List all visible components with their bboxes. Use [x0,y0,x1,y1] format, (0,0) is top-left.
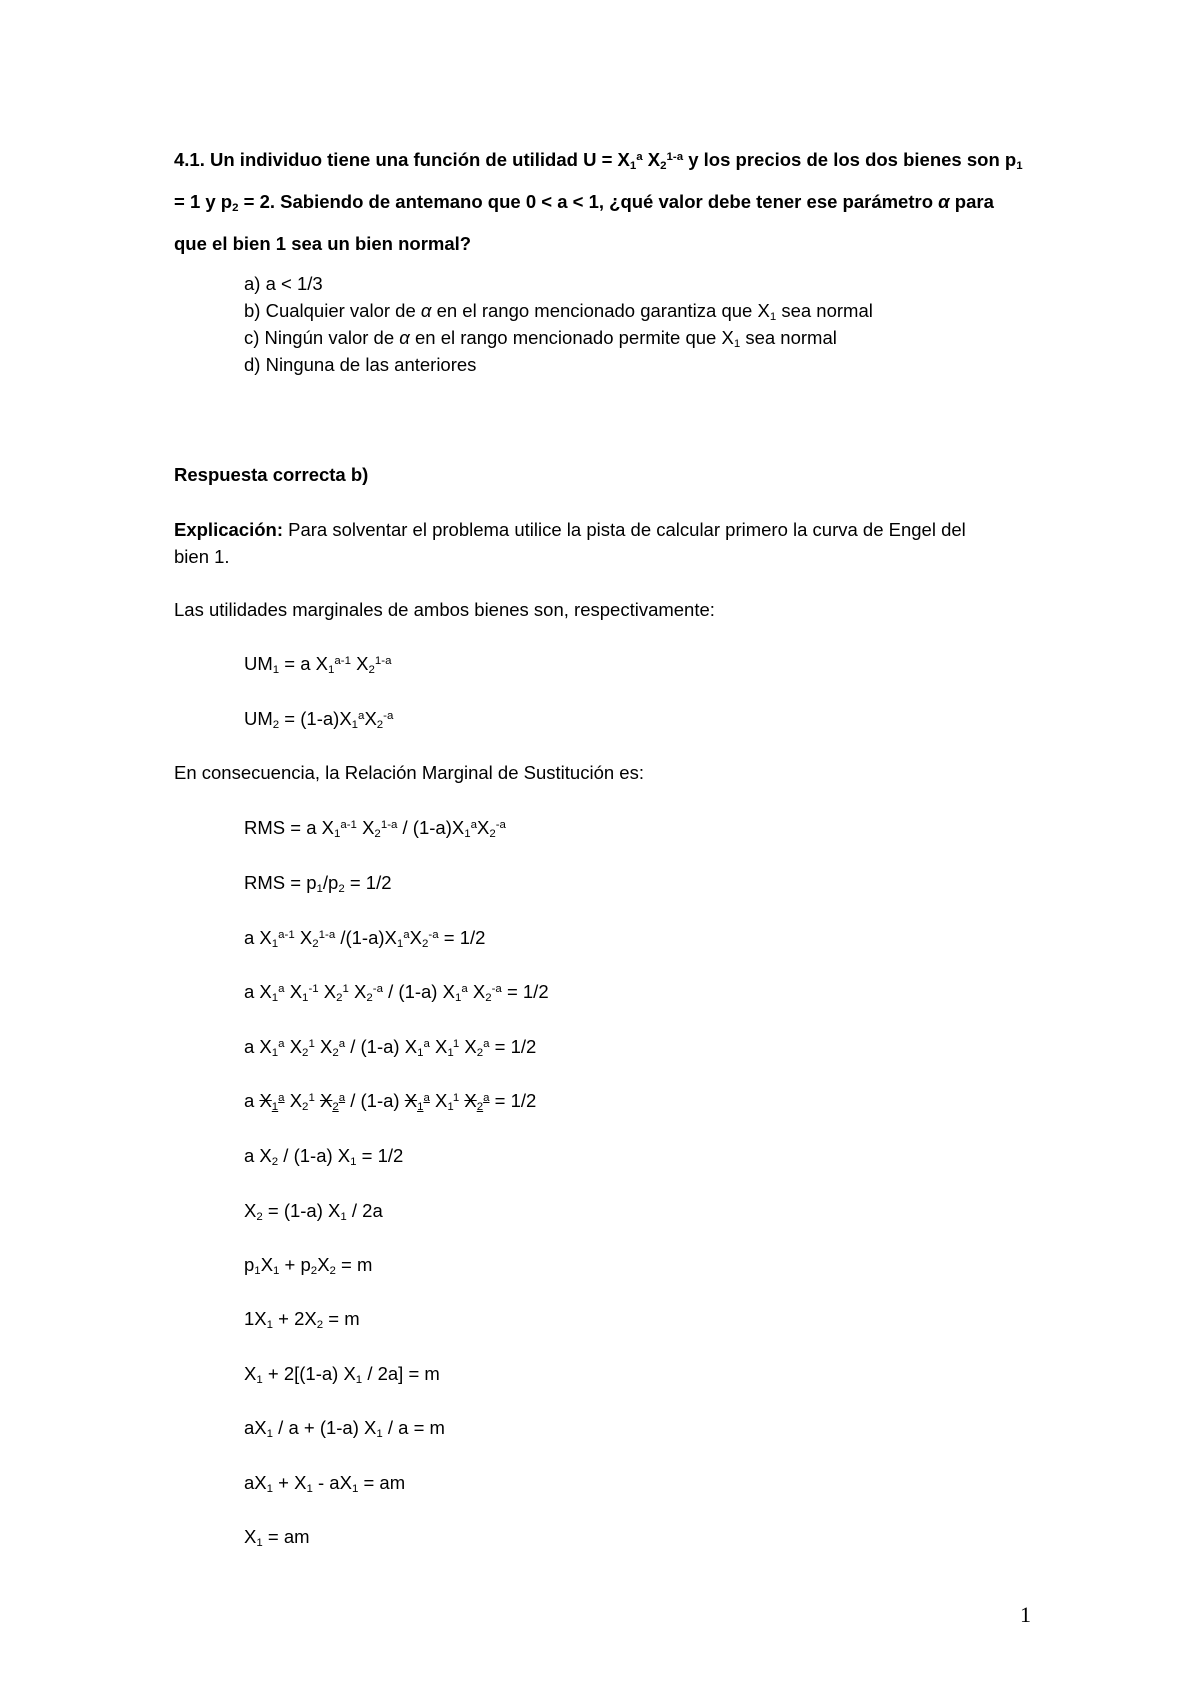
marginal-utilities-intro: Las utilidades marginales de ambos bienes son, respectivamente: [174,599,715,620]
equation-um1: $UM_1 = a$ $X_1^{a-1}$ $X_2^{1-a}$ [244,653,392,676]
explanation-line-1: Explicación: Para solventar el problema utilice la pista de calcular primero la curva de Engel del [174,519,966,540]
equation-um2: $UM_2 = (1-a)X_1^aX_2^{-a}$ [244,708,394,731]
option-d: d) Ninguna de las anteriores [244,354,477,375]
page-number: 1 [1020,1602,1031,1627]
equation-engel-curve: $X_1$ = am [244,1526,310,1549]
equation-step-3: a $X_1^a$ $X_2^1$ $X_2^a / (1-a)$ $X_1^a$ $X_1^1$ $X_2^a = 1/2$ [244,1036,537,1059]
question-line-1: 4.1. Un individuo tiene una función de utilidad $U = X_1^a$ $X_2^{1-a}$ y los precios de los dos bienes son $p_1$ [174,149,1023,172]
equation-step-6: $X_2 = (1-a)$ $X_1 / 2a$ [244,1200,383,1223]
equation-step-2: a $X_1^a$ $X_1^{-1}$ $X_2^1$ $X_2^{-a} / (1-a)$ $X_1^a$ $X_2^{-a} = 1/2$ [244,981,549,1004]
option-a: a) a < 1/3 [244,273,323,294]
question-line-3: que el bien 1 sea un bien normal? [174,233,472,254]
equation-step-4-cancelled: a $X_1^a$ $X_2^1$ $X_2^a / (1-a)$ $X_1^a$ $X_1^1$ $X_2^a = 1/2$ [244,1090,537,1113]
equation-budget-1: $p_1X_1 + p_2X_2 = m$ [244,1254,373,1277]
explanation-line-2: bien 1. [174,546,230,567]
option-b: b) Cualquier valor de α en el rango mencionado garantiza que $X_1$ sea normal [244,300,873,323]
correct-answer: Respuesta correcta b) [174,464,369,485]
equation-budget-2: $1X_1 + 2X_2 = m$ [244,1308,360,1331]
equation-budget-5: $aX_1 + X_1 - aX_1$ = am [244,1472,406,1495]
equation-step-1: a $X_1^{a-1}$ $X_2^{1-a}$ $/(1-a)X_1^aX_2^{-a} = 1/2$ [244,927,486,950]
equation-rms-2: RMS = $p_1/p_2 = 1/2$ [244,872,392,895]
equation-rms-1: RMS = a $X_1^{a-1}$ $X_2^{1-a} / (1-a)X_1^aX_2^{-a}$ [244,817,506,840]
equation-budget-3: $X_1 + 2[(1-a)$ $X_1 / 2a] = m$ [244,1363,440,1386]
question-line-2: = 1 y $p_2 = 2$. Sabiendo de antemano que 0 < a < 1, ¿qué valor debe tener ese parámetro α para [174,191,994,214]
equation-step-5: a $X_2 / (1-a) X_1 = 1/2$ [244,1145,404,1168]
option-c: c) Ningún valor de α en el rango mencionado permite que $X_1$ sea normal [244,327,837,350]
equation-budget-4: $aX_1 / a + (1-a)$ $X_1 / a = m$ [244,1417,445,1440]
rms-intro: En consecuencia, la Relación Marginal de Sustitución es: [174,762,644,783]
